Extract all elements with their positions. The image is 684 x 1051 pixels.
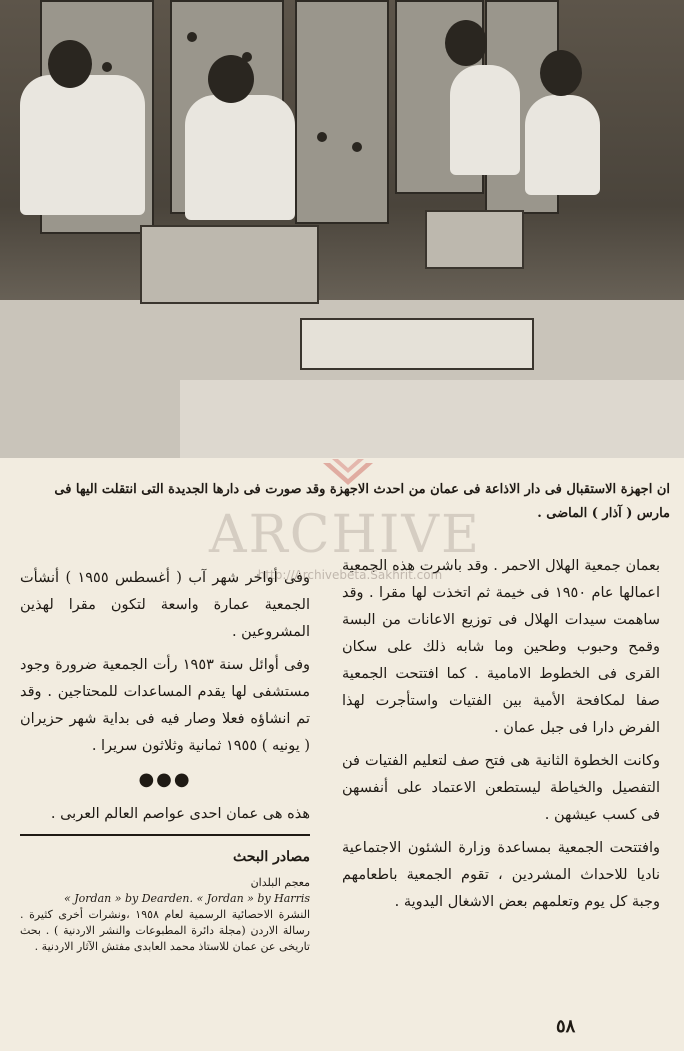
operator-head: [48, 40, 92, 88]
paragraph: وفى أوائل سنة ١٩٥٣ رأت الجمعية ضرورة وجود مستشفى لها يقدم المساعدات للمحتاجين . وقد تم انشاؤه فعلا وصار فيه فى بداية شهر حزيران ( يونيه ) ١٩٥٥ ثمانية وثلاثون سريرا .: [20, 657, 310, 754]
paragraph: وفى أواخر شهر آب ( أغسطس ١٩٥٥ ) أنشأت الجمعية عمارة واسعة لتكون مقرا لهذين المشروعين .: [20, 570, 310, 640]
paragraph: بعمان جمعية الهلال الاحمر . وقد باشرت هذه الجمعية اعمالها عام ١٩٥٠ فى خيمة ثم اتخذت لها مقرا . وقد ساهمت سيدات الهلال فى توزيع الاعانات من البسة وقمح وحبوب وطحين وما شابه ذلك على سكان القرى فى الخطوط الامامية . كما افتتحت الجمعية صفا لمكافحة الأمية بين الفتيات واستأجرت لهذا الفرض دارا فى جبل عمان .: [342, 558, 660, 736]
console-desk-surface: [180, 380, 684, 458]
divider: [20, 834, 310, 836]
paragraph: وكانت الخطوة الثانية هى فتح صف لتعليم الفتيات فن التفصيل والخياطة ليستطعن الاعتماد على أنفسهن فى كسب عيشهن .: [342, 753, 660, 823]
operator-figure: [185, 95, 295, 220]
equipment-rack: [295, 0, 389, 224]
sources-list: [20, 875, 310, 955]
watermark-url: http://Archivebeta.Sakhrit.com: [257, 568, 443, 582]
operator-head: [540, 50, 582, 96]
sources-title: مصادر البحث: [233, 849, 310, 865]
operator-head: [208, 55, 254, 103]
paragraph: وافتتحت الجمعية بمساعدة وزارة الشئون الاجتماعية ناديا للاحداث المشردين ، تقوم الجمعية باطعامهم وجبة كل يوم وتعلمهم بعض الاشغال اليدوية .: [342, 840, 660, 910]
article-column-left: [20, 565, 310, 955]
source-item: النشرة الاحصائية الرسمية لعام ١٩٥٨ ،ونشرات أخرى كثيرة . رسالة الاردن (مجلة دائرة المطبوعات والنشر الاردنية ) . بحث تاريخى عن عمان للاستاذ محمد العابدى مفتش الآثار الاردنية .: [20, 908, 310, 953]
receiver-box: [425, 210, 524, 269]
watermark-title: ARCHIVE: [209, 505, 481, 565]
photo-radio-receiving-equipment: [0, 0, 684, 458]
operator-figure: [525, 95, 600, 195]
page-number: ٥٨: [556, 1016, 576, 1037]
photo-caption: ان اجهزة الاستقبال فى دار الاذاعة فى عمان من احدث الاجهزة وقد صورت فى دارها الجديدة التى انتقلت اليها فى مارس ( آذار ) الماضى .: [54, 482, 670, 521]
teleprinter-machine: [140, 225, 319, 304]
section-separator-dots: ●●●: [138, 769, 192, 790]
closing-paragraph: هذه هى عمان احدى عواصم العالم العربى .: [50, 806, 310, 822]
source-item: « Jordan » by Dearden. « Jordan » by Harris: [64, 892, 310, 905]
operator-figure: [450, 65, 520, 175]
operator-head: [445, 20, 487, 66]
article-column-right: [342, 553, 660, 922]
source-item: معجم البلدان: [250, 876, 310, 889]
paper-tray: [300, 318, 534, 370]
operator-figure: [20, 75, 145, 215]
